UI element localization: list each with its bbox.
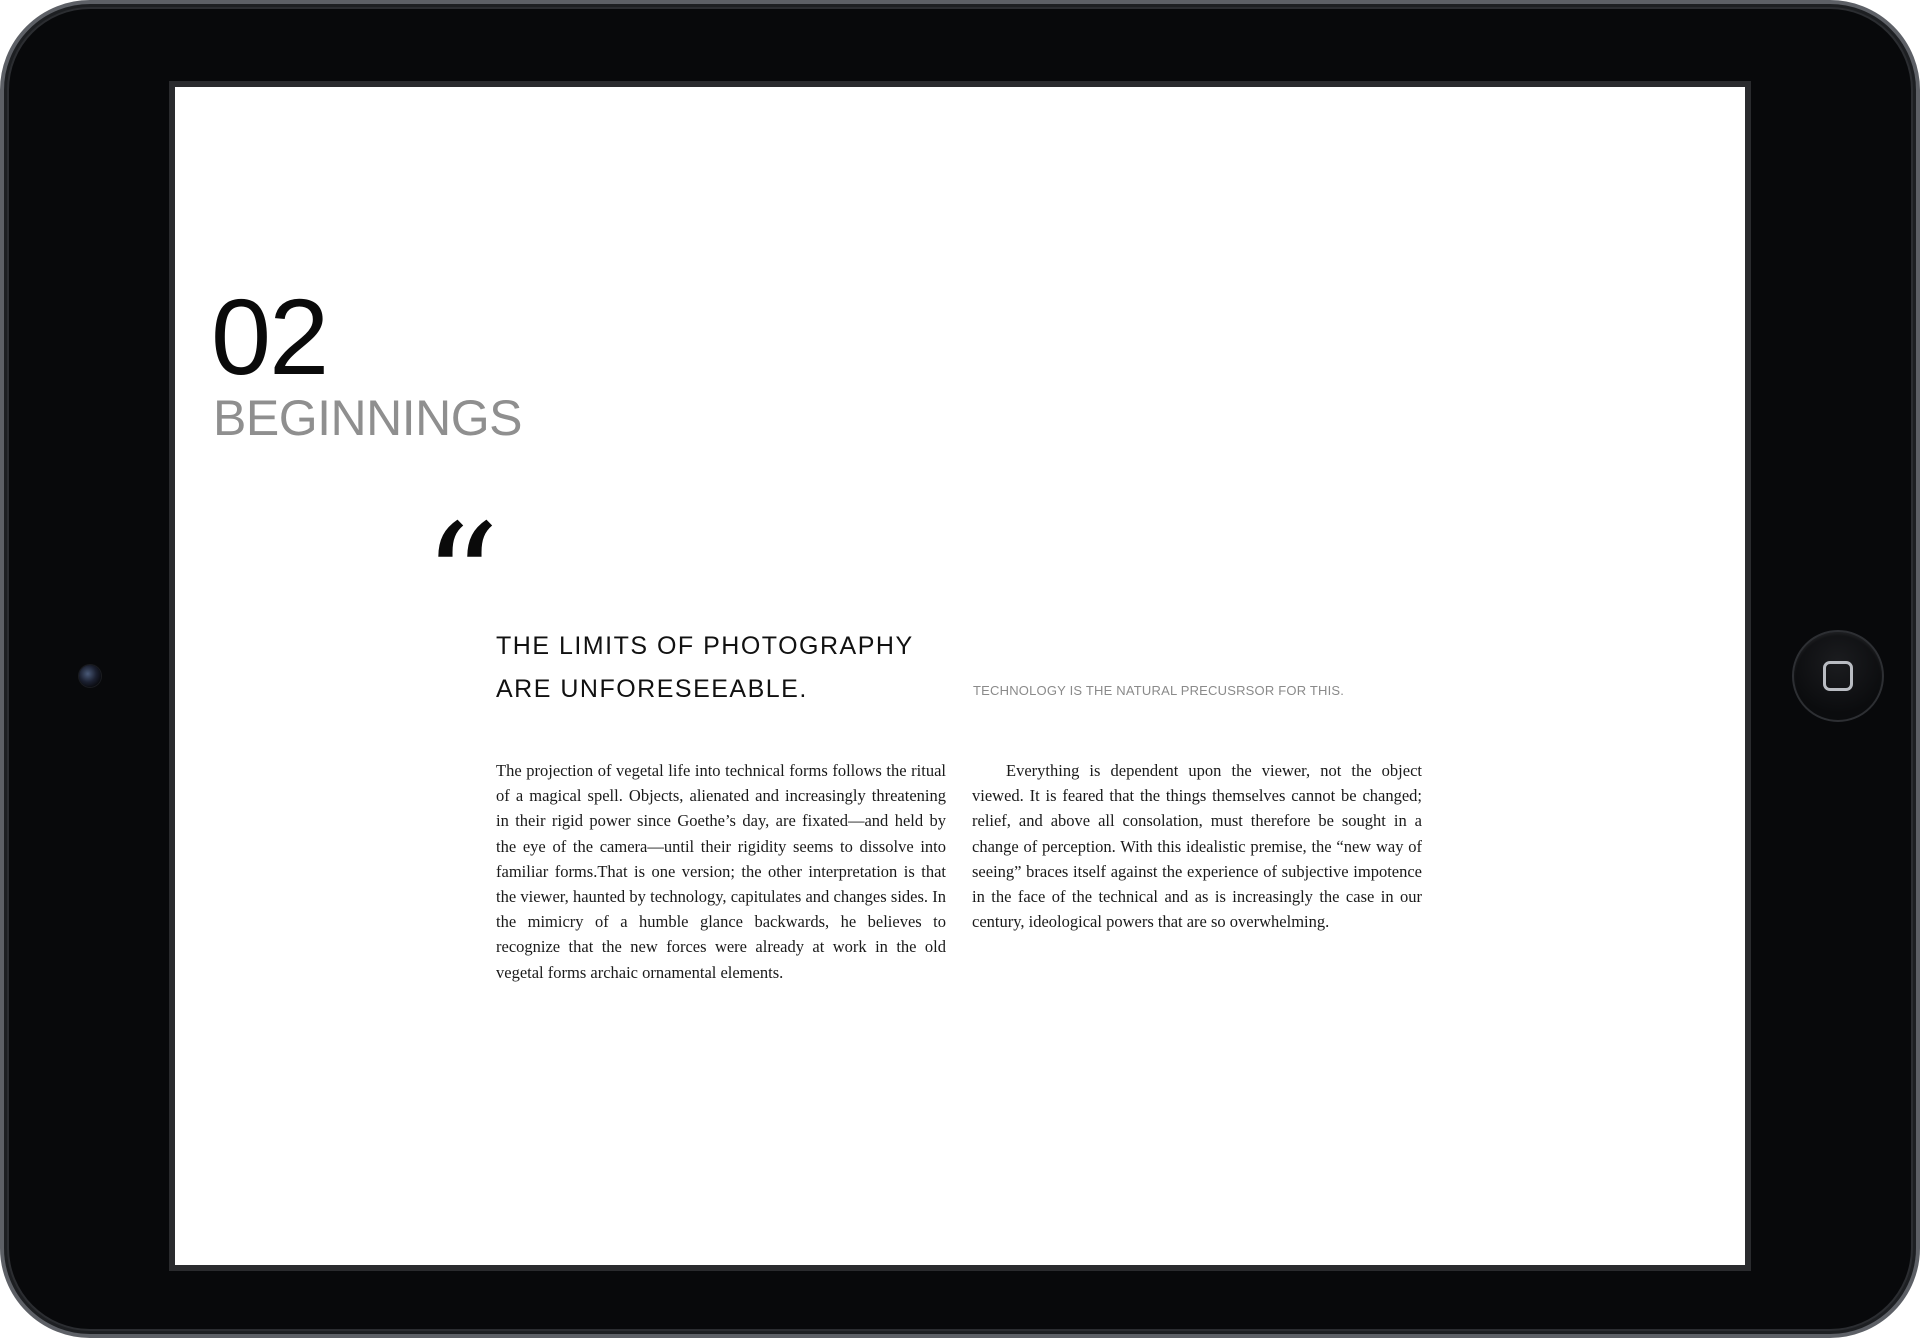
pull-quote-line: THE LIMITS OF PHOTOGRAPHY [496, 632, 914, 660]
side-note: TECHNOLOGY IS THE NATURAL PRECUSRSOR FOR THIS. [973, 683, 1345, 698]
pull-quote-line: ARE UNFORESEEABLE. [496, 675, 808, 703]
camera-icon [79, 665, 101, 687]
body-column-right: Everything is dependent upon the viewer, not the object viewed. It is feared that the things themselves cannot be changed; relief, and above all consolation, must therefore be sought in a change of perception. With this idealistic premise, the “new way of seeing” braces itself against the experience of subjective impotence in the face of the technical and as is increasingly the case in our century, ideological powers that are so overwhelming. [972, 761, 1422, 932]
body-column-left: The projection of vegetal life into technical forms follows the ritual of a magical spell. Objects, alienated and increasingly threatening in their rigid power since Goethe’s day, are fixated—and held by the eye of the camera—until their rigidity seems to dissolve into familiar forms.That is one version; the other interpretation is that the viewer, haunted by technology, capitulates and changes sides. In the mimicry of a humble glance backwards, he believes to recognize that the new forces were already at work in the old vegetal forms archaic ornamental elements. [496, 761, 946, 982]
section-number: 02 [211, 276, 328, 397]
page-screen [175, 87, 1745, 1265]
section-title: BEGINNINGS [213, 390, 522, 446]
quote-mark-icon: “ [423, 493, 500, 667]
home-button[interactable] [1792, 630, 1884, 722]
pull-quote [496, 625, 1056, 711]
square-icon [1823, 661, 1853, 691]
